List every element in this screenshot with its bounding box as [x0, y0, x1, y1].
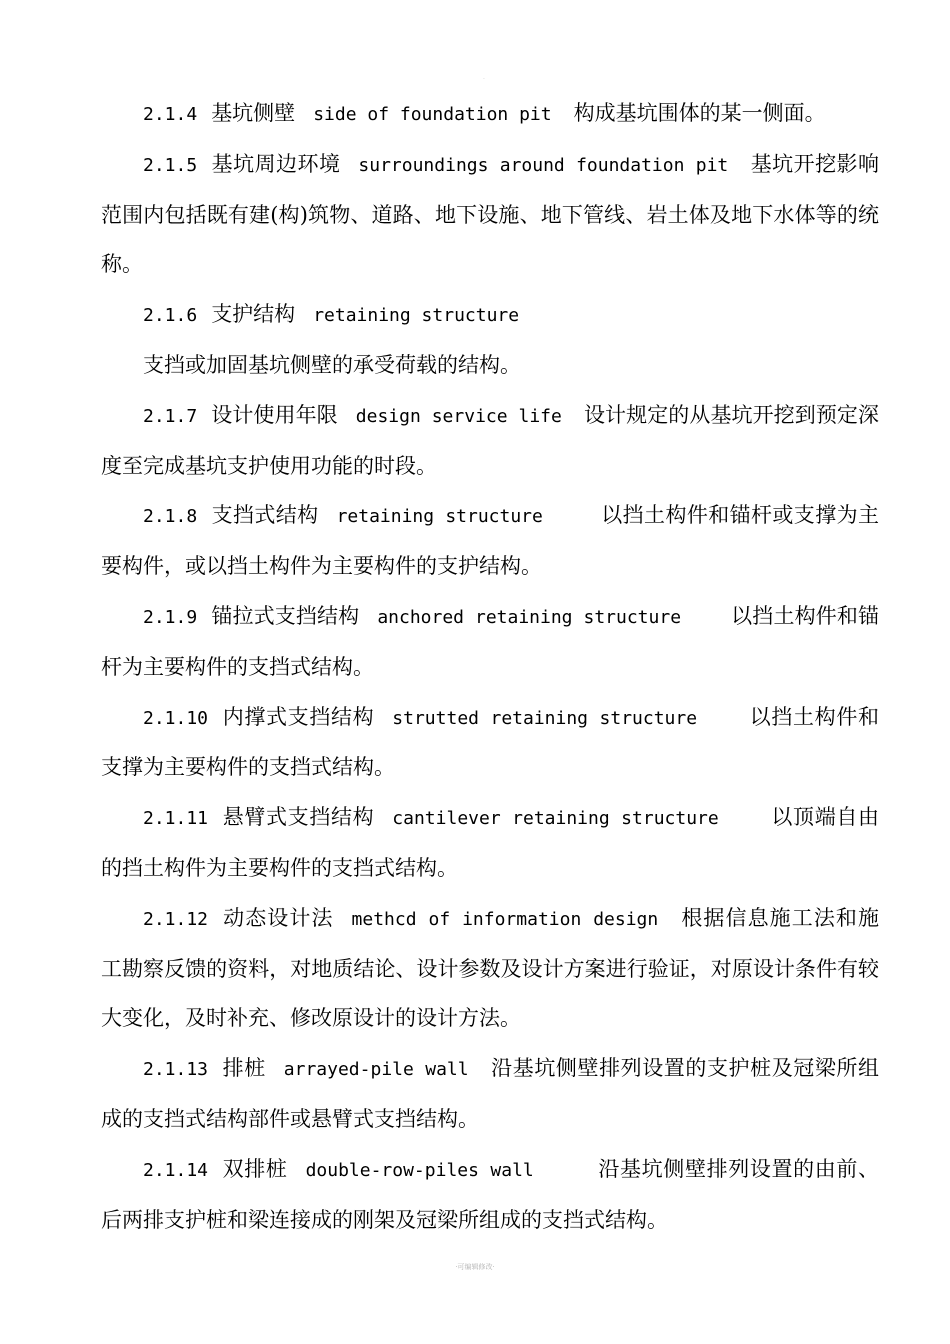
- glossary-entry-2-1-5: [101, 140, 879, 290]
- entry-term-en: methcd of information design: [351, 908, 659, 930]
- entry-number: 2.1.9: [143, 606, 198, 628]
- entry-number: 2.1.8: [143, 506, 198, 528]
- entry-term-zh: 基坑侧壁: [211, 101, 296, 125]
- glossary-entry-2-1-8: [101, 491, 879, 592]
- glossary-content: [101, 89, 879, 1245]
- entry-term-zh: 双排桩: [222, 1156, 288, 1181]
- entry-number: 2.1.7: [143, 405, 198, 427]
- glossary-entry-2-1-10: [101, 693, 879, 794]
- entry-term-zh: 锚拉式支挡结构: [211, 603, 360, 628]
- entry-number: 2.1.12: [143, 908, 209, 930]
- entry-definition: 沿基坑侧壁排列设置的由前、后两排支护桩和梁连接成的刚架及冠梁所组成的支挡式结构。: [101, 1156, 880, 1232]
- entry-term-zh: 动态设计法: [222, 905, 334, 930]
- entry-term-zh: 内撑式支挡结构: [222, 704, 375, 729]
- glossary-entry-2-1-9: [101, 592, 879, 693]
- entry-definition: 构成基坑围体的某一侧面。: [573, 101, 826, 125]
- entry-term-en: side of foundation pit: [313, 104, 552, 125]
- entry-term-zh: 支挡式结构: [211, 503, 319, 528]
- glossary-entry-2-1-14: [101, 1145, 879, 1246]
- top-mark: ·: [483, 76, 485, 83]
- entry-term-en: double-row-piles wall: [305, 1159, 534, 1181]
- entry-number: 2.1.13: [143, 1059, 209, 1081]
- glossary-entry-2-1-12: [101, 894, 879, 1044]
- entry-definition: 设计规定的从基坑开挖到预定深度至完成基坑支护使用功能的时段。: [101, 402, 880, 478]
- entry-term-zh: 设计使用年限: [211, 402, 338, 427]
- entry-term-en: arrayed-pile wall: [283, 1059, 469, 1081]
- entry-definition: 支挡或加固基坑侧壁的承受荷载的结构。: [143, 352, 521, 377]
- entry-definition: 以挡土构件和锚杆为主要构件的支挡式结构。: [101, 603, 880, 679]
- footer-editable-note: ·可编辑修改·: [455, 1263, 495, 1271]
- entry-term-zh: 基坑周边环境: [211, 151, 341, 176]
- entry-number: 2.1.14: [143, 1159, 209, 1181]
- entry-number: 2.1.5: [143, 154, 198, 176]
- entry-term-en: surroundings around foundation pit: [358, 154, 729, 176]
- glossary-entry-2-1-11: [101, 793, 879, 894]
- entry-term-en: cantilever retaining structure: [392, 808, 719, 830]
- entry-definition: 根据信息施工法和施工勘察反馈的资料，对地质结论、设计参数及设计方案进行验证，对原设计条件有较大变化，及时补充、修改原设计的设计方法。: [101, 905, 880, 1031]
- glossary-entry-2-1-4: [101, 89, 879, 140]
- entry-term-zh: 支护结构: [211, 302, 296, 327]
- glossary-entry-2-1-6: [101, 290, 879, 341]
- entry-number: 2.1.4: [143, 104, 198, 125]
- entry-definition: 以挡土构件和支撑为主要构件的支挡式结构。: [101, 704, 879, 780]
- entry-definition: 沿基坑侧壁排列设置的支护桩及冠梁所组成的支挡式结构部件或悬臂式支挡结构。: [101, 1056, 880, 1131]
- glossary-entry-2-1-7: [101, 391, 879, 492]
- entry-number: 2.1.6: [143, 305, 198, 327]
- entry-definition: 以挡土构件和锚杆或支撑为主要构件，或以挡土构件为主要构件的支护结构。: [101, 503, 879, 579]
- entry-number: 2.1.10: [143, 707, 209, 729]
- entry-term-zh: 悬臂式支挡结构: [222, 805, 375, 830]
- entry-definition: 以顶端自由的挡土构件为主要构件的支挡式结构。: [101, 805, 880, 880]
- entry-term-en: retaining structure: [336, 506, 543, 528]
- entry-term-en: retaining structure: [313, 305, 520, 327]
- entry-definition: 基坑开挖影响范围内包括既有建(构)筑物、道路、地下设施、地下管线、岩土体及地下水体等的统称。: [101, 151, 880, 277]
- glossary-entry-2-1-6-definition: [101, 341, 879, 391]
- entry-term-en: design service life: [355, 405, 562, 427]
- entry-number: 2.1.11: [143, 808, 209, 830]
- entry-term-en: strutted retaining structure: [392, 707, 698, 729]
- entry-term-en: anchored retaining structure: [377, 606, 682, 628]
- glossary-entry-2-1-13: [101, 1044, 879, 1145]
- entry-term-zh: 排桩: [222, 1056, 266, 1081]
